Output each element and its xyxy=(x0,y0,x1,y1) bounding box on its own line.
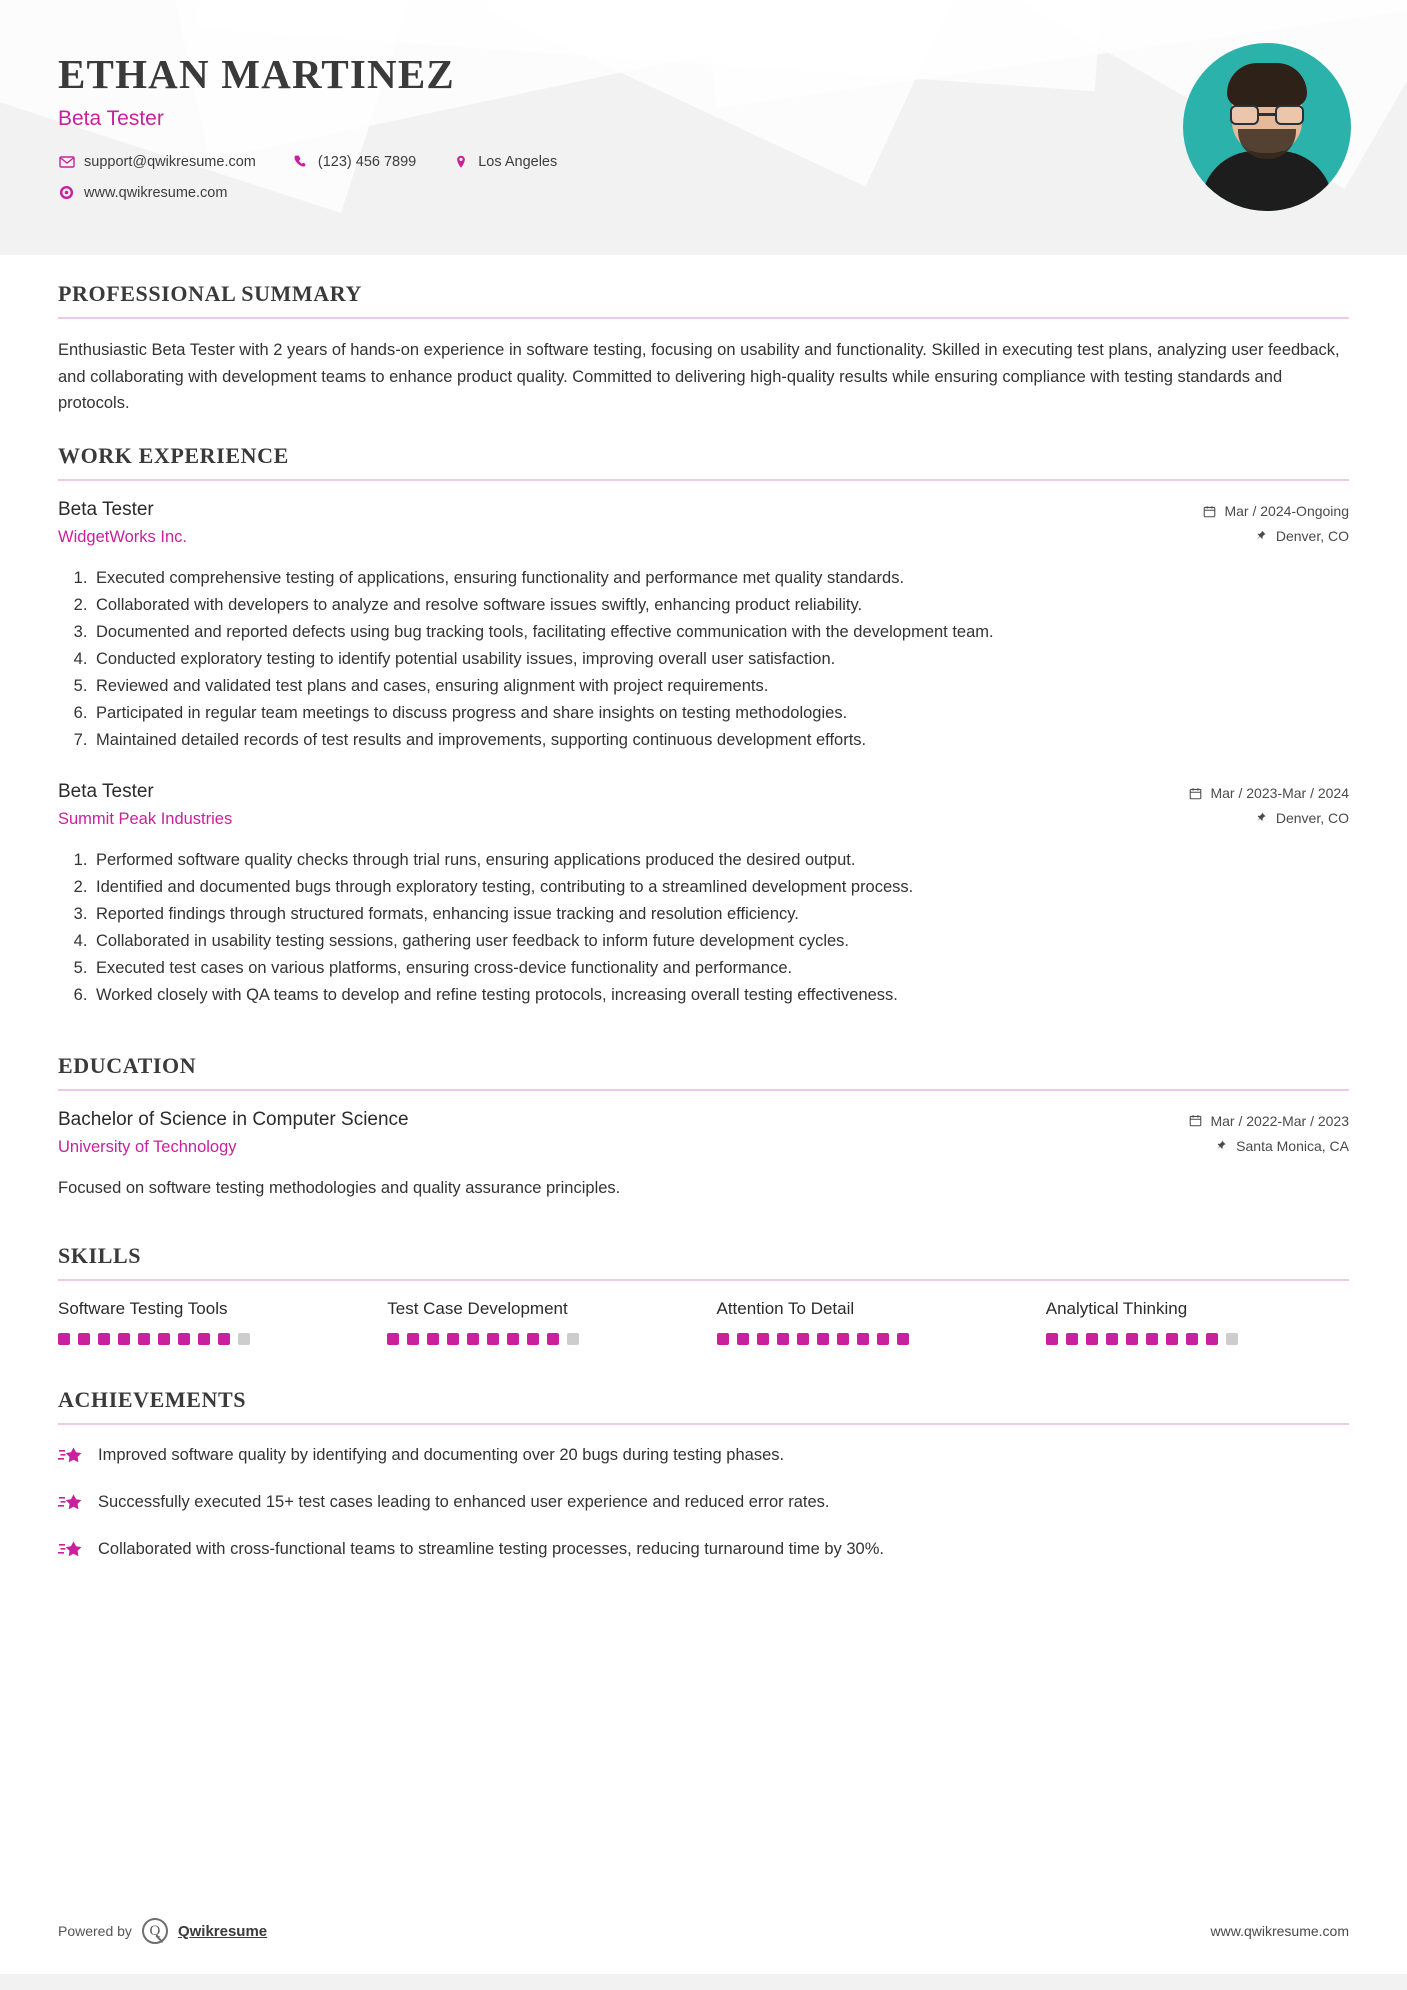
skill-rating xyxy=(387,1333,690,1345)
globe-icon xyxy=(58,184,75,201)
rating-dot-filled xyxy=(717,1333,729,1345)
avatar-body xyxy=(1201,151,1333,211)
skill-label: Attention To Detail xyxy=(716,1299,855,1319)
contact-phone[interactable] xyxy=(292,153,416,170)
contact-row-primary xyxy=(58,153,1347,170)
achievement-text: Collaborated with cross-functional teams to streamline testing processes, reducing turnaround time by 30%. xyxy=(98,1540,884,1559)
bullet: 3. Documented and reported defects using bug tracking tools, facilitating effective communication with the development team. xyxy=(92,619,1349,646)
experience-item xyxy=(58,781,1349,1008)
skill-label: Test Case Development xyxy=(387,1299,568,1319)
rating-dot-filled xyxy=(198,1333,210,1345)
pin-icon xyxy=(1254,811,1268,825)
rating-dot-filled xyxy=(547,1333,559,1345)
avatar-hair xyxy=(1227,63,1307,107)
skill-label: Software Testing Tools xyxy=(58,1299,228,1319)
bullet: 1. Performed software quality checks through trial runs, ensuring applications produced the desired output. xyxy=(92,847,1349,874)
rating-dot-filled xyxy=(1146,1333,1158,1345)
skills-grid xyxy=(58,1299,1349,1345)
contact-email[interactable] xyxy=(58,153,256,170)
envelope-icon xyxy=(58,153,75,170)
degree-title: Bachelor of Science in Computer Science xyxy=(58,1108,409,1130)
rating-dot-filled xyxy=(138,1333,150,1345)
job-bullets xyxy=(58,565,1349,753)
skill-rating xyxy=(58,1333,361,1345)
section-work-experience xyxy=(58,443,1349,1009)
bullet: 2. Identified and documented bugs through exploratory testing, contributing to a streamlined development process. xyxy=(92,874,1349,901)
job-bullets xyxy=(58,847,1349,1008)
rating-dot-filled xyxy=(877,1333,889,1345)
rating-dot-filled xyxy=(218,1333,230,1345)
job-dates-text: Mar / 2023-Mar / 2024 xyxy=(1210,785,1349,802)
rating-dot-filled xyxy=(757,1333,769,1345)
candidate-role: Beta Tester xyxy=(58,107,164,131)
skill-item xyxy=(58,1299,361,1345)
skill-item xyxy=(717,1299,1020,1345)
rating-dot-empty xyxy=(238,1333,250,1345)
education-item xyxy=(58,1109,1349,1201)
achievement-text: Successfully executed 15+ test cases leading to enhanced user experience and reduced error rates. xyxy=(98,1493,830,1512)
job-title: Beta Tester xyxy=(58,781,154,803)
rating-dot-empty xyxy=(1226,1333,1238,1345)
rating-dot-filled xyxy=(407,1333,419,1345)
bullet: 2. Collaborated with developers to analyze and resolve software issues swiftly, enhancing product reliability. xyxy=(92,592,1349,619)
job-location-text: Denver, CO xyxy=(1275,528,1349,545)
rating-dot-filled xyxy=(1066,1333,1078,1345)
job-dates xyxy=(1202,503,1349,519)
job-dates-text: Mar / 2024-Ongoing xyxy=(1224,503,1349,520)
section-education xyxy=(58,1053,1349,1201)
section-skills xyxy=(58,1243,1349,1345)
section-achievements xyxy=(58,1387,1349,1564)
contact-website-text: www.qwikresume.com xyxy=(84,184,228,201)
candidate-name: ETHAN MARTINEZ xyxy=(58,51,455,97)
footer-bar xyxy=(0,1974,1407,1990)
education-dates xyxy=(1188,1113,1349,1129)
section-divider xyxy=(58,1423,1349,1425)
job-dates xyxy=(1188,785,1349,801)
contact-location xyxy=(452,153,557,170)
bullet: 4. Conducted exploratory testing to identify potential usability issues, improving overall user satisfaction. xyxy=(92,646,1349,673)
avatar xyxy=(1183,43,1351,211)
education-location xyxy=(1188,1138,1349,1154)
star-burst-icon xyxy=(58,1538,84,1564)
bullet: 6. Worked closely with QA teams to develop and refine testing protocols, increasing overall testing effectiveness. xyxy=(92,982,1349,1009)
job-title: Beta Tester xyxy=(58,499,154,521)
rating-dot-filled xyxy=(1206,1333,1218,1345)
map-pin-icon xyxy=(452,153,469,170)
rating-dot-filled xyxy=(897,1333,909,1345)
contact-phone-text: (123) 456 7899 xyxy=(317,153,417,170)
rating-dot-filled xyxy=(487,1333,499,1345)
skill-rating xyxy=(1046,1333,1349,1345)
rating-dot-filled xyxy=(777,1333,789,1345)
bullet: 6. Participated in regular team meetings to discuss progress and share insights on testing methodologies. xyxy=(92,700,1349,727)
school-name: University of Technology xyxy=(58,1137,237,1156)
experience-item xyxy=(58,499,1349,753)
rating-dot-filled xyxy=(1166,1333,1178,1345)
bullet: 4. Collaborated in usability testing sessions, gathering user feedback to inform future development cycles. xyxy=(92,928,1349,955)
rating-dot-filled xyxy=(797,1333,809,1345)
section-professional-summary xyxy=(58,281,1349,417)
achievement-item xyxy=(58,1490,1349,1517)
summary-text: Enthusiastic Beta Tester with 2 years of hands-on experience in software testing, focusing on usability and functionality. Skilled in executing test plans, analyzing user feedback, and collaborating with development teams to enhance product quality. Committed to delivering high-quality results while ensuring compliance with testing standards and protocols. xyxy=(58,341,1340,413)
rating-dot-filled xyxy=(507,1333,519,1345)
section-title: EDUCATION xyxy=(58,1052,197,1078)
skill-label: Analytical Thinking xyxy=(1045,1299,1188,1319)
phone-icon xyxy=(292,153,309,170)
calendar-icon xyxy=(1188,1114,1202,1128)
qwikresume-logo-icon: Q xyxy=(142,1918,168,1944)
section-title: PROFESSIONAL SUMMARY xyxy=(58,281,362,306)
footer-branding xyxy=(58,1918,267,1944)
contact-row-secondary xyxy=(58,184,1347,201)
rating-dot-filled xyxy=(857,1333,869,1345)
rating-dot-filled xyxy=(158,1333,170,1345)
section-title: SKILLS xyxy=(58,1243,142,1269)
rating-dot-filled xyxy=(178,1333,190,1345)
rating-dot-filled xyxy=(1186,1333,1198,1345)
powered-by-label: Powered by xyxy=(58,1923,132,1939)
job-location xyxy=(1202,528,1349,544)
section-divider xyxy=(58,1279,1349,1281)
rating-dot-filled xyxy=(98,1333,110,1345)
contact-email-text: support@qwikresume.com xyxy=(84,153,256,170)
rating-dot-filled xyxy=(78,1333,90,1345)
rating-dot-filled xyxy=(527,1333,539,1345)
calendar-icon xyxy=(1202,504,1216,518)
achievement-item xyxy=(58,1443,1349,1470)
education-description: Focused on software testing methodologies and quality assurance principles. xyxy=(58,1178,621,1197)
rating-dot-empty xyxy=(567,1333,579,1345)
bullet: 5. Reviewed and validated test plans and cases, ensuring alignment with project requirements. xyxy=(92,673,1349,700)
rating-dot-filled xyxy=(427,1333,439,1345)
skill-item xyxy=(1046,1299,1349,1345)
rating-dot-filled xyxy=(1106,1333,1118,1345)
education-dates-text: Mar / 2022-Mar / 2023 xyxy=(1210,1112,1349,1129)
achievement-item xyxy=(58,1537,1349,1564)
section-title: WORK EXPERIENCE xyxy=(58,443,289,469)
qwikresume-brand-link[interactable]: Qwikresume xyxy=(177,1922,268,1940)
section-divider xyxy=(58,317,1349,319)
contact-location-text: Los Angeles xyxy=(478,153,558,170)
achievement-text: Improved software quality by identifying and documenting over 20 bugs during testing phases. xyxy=(98,1446,785,1465)
rating-dot-filled xyxy=(837,1333,849,1345)
bullet: 7. Maintained detailed records of test results and improvements, supporting continuous development efforts. xyxy=(92,727,1349,754)
rating-dot-filled xyxy=(387,1333,399,1345)
glasses-icon xyxy=(1230,105,1304,125)
rating-dot-filled xyxy=(1046,1333,1058,1345)
rating-dot-filled xyxy=(467,1333,479,1345)
pin-icon xyxy=(1254,529,1268,543)
calendar-icon xyxy=(1188,786,1202,800)
skill-rating xyxy=(717,1333,1020,1345)
section-divider xyxy=(58,479,1349,481)
section-divider xyxy=(58,1089,1349,1091)
bullet: 3. Reported findings through structured formats, enhancing issue tracking and resolution efficiency. xyxy=(92,901,1349,928)
section-title: ACHIEVEMENTS xyxy=(58,1387,247,1413)
rating-dot-filled xyxy=(817,1333,829,1345)
rating-dot-filled xyxy=(737,1333,749,1345)
education-location-text: Santa Monica, CA xyxy=(1236,1137,1349,1154)
star-burst-icon xyxy=(58,1491,84,1517)
job-location-text: Denver, CO xyxy=(1275,810,1349,827)
page-footer xyxy=(0,1918,1407,1944)
rating-dot-filled xyxy=(58,1333,70,1345)
bullet: 5. Executed test cases on various platforms, ensuring cross-device functionality and performance. xyxy=(92,955,1349,982)
rating-dot-filled xyxy=(1126,1333,1138,1345)
rating-dot-filled xyxy=(118,1333,130,1345)
job-company: WidgetWorks Inc. xyxy=(58,528,187,547)
skill-item xyxy=(387,1299,690,1345)
star-burst-icon xyxy=(58,1444,84,1470)
job-company: Summit Peak Industries xyxy=(58,810,233,829)
bullet: 1. Executed comprehensive testing of applications, ensuring functionality and performance met quality standards. xyxy=(92,565,1349,592)
pin-icon xyxy=(1214,1139,1228,1153)
footer-website[interactable]: www.qwikresume.com xyxy=(1210,1923,1349,1939)
contact-website[interactable] xyxy=(58,184,227,201)
rating-dot-filled xyxy=(1086,1333,1098,1345)
rating-dot-filled xyxy=(447,1333,459,1345)
job-location xyxy=(1188,810,1349,826)
resume-header xyxy=(0,0,1407,255)
